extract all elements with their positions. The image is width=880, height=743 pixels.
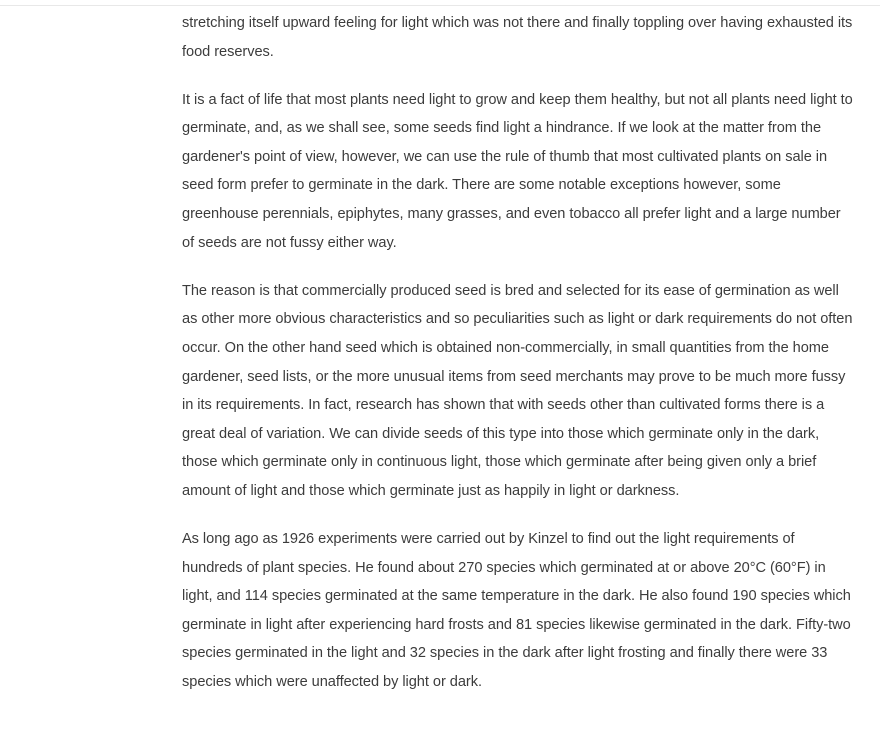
paragraph-2: It is a fact of life that most plants need light to grow and keep them healthy, but not all plants need light to germinate, and, as we shall see, some seeds find light a hindrance. If we look at the matter from the gardener's point of view, however, we can use the rule of thumb that most cultivated plants on sale in seed form prefer to germinate in the dark. There are some notable exceptions however, some greenhouse perennials, epiphytes, many grasses, and even tobacco all prefer light and a large number of seeds are not fussy either way. xyxy=(182,91,853,251)
paragraph-4: As long ago as 1926 experiments were carried out by Kinzel to find out the light requirements of hundreds of plant species. He found about 270 species which germinated at or above 20°C (60°F) in light, and 114 species germinated at the same temperature in the dark. He also found 190 species which germinate in light after experiencing hard frosts and 81 species likewise germinated in the dark. Fifty-two species germinated in the light and 32 species in the dark after light frosting and finally there were 33 species which were unaffected by light or dark. xyxy=(182,531,851,690)
article-body xyxy=(182,9,854,716)
top-header-edge xyxy=(0,0,880,6)
paragraph-1: stretching itself upward feeling for light which was not there and finally toppling over having exhausted its food reserves. xyxy=(182,15,853,60)
paragraph-3: The reason is that commercially produced seed is bred and selected for its ease of germination as well as other more obvious characteristics and so peculiarities such as light or dark requirements do not often occur. On the other hand seed which is obtained non-commercially, in small quantities from the home gardener, seed lists, or the more unusual items from seed merchants may prove to be much more fussy in its requirements. In fact, research has shown that with seeds other than cultivated forms there is a great deal of variation. We can divide seeds of this type into those which germinate only in the dark, those which germinate only in continuous light, those which germinate after being given only a brief amount of light and those which germinate just as happily in light or darkness. xyxy=(182,282,853,499)
